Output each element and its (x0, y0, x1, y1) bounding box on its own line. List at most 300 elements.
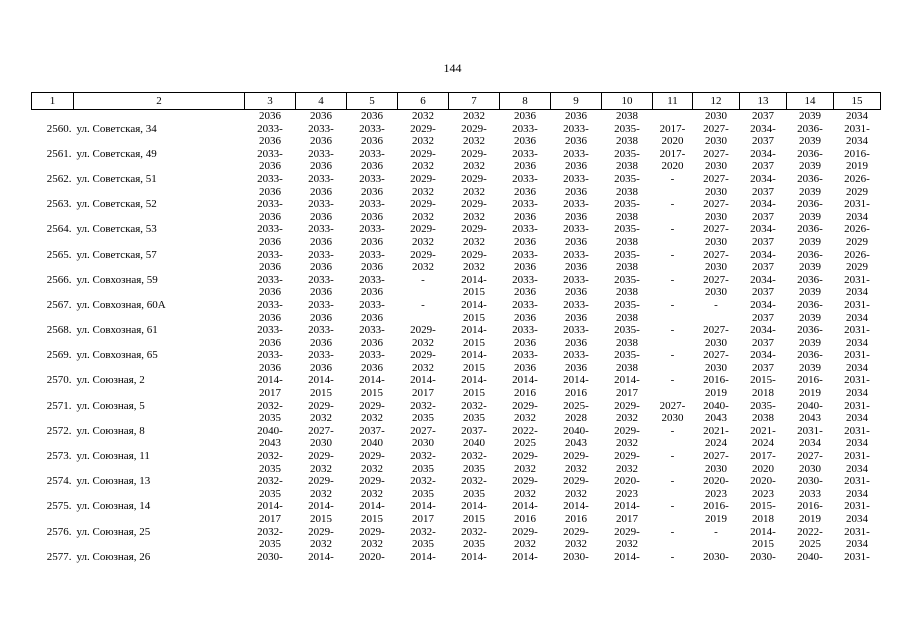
row-number: 2576. (46, 525, 72, 538)
table-cell: 2035 (463, 487, 485, 500)
table-row-continuation (32, 211, 881, 224)
table-row-continuation (32, 412, 881, 425)
table-cell: 2037- (359, 424, 385, 437)
table-row (32, 500, 881, 513)
table-cell: 2032 (310, 462, 332, 475)
table-cell: 2023 (752, 487, 774, 500)
table-cell: 2034 (846, 286, 868, 299)
table-cell: 2032 (463, 185, 485, 198)
table-cell: 2032 (412, 261, 434, 274)
table-cell: 2030 (412, 437, 434, 450)
table-row (32, 299, 881, 312)
table-cell: 2036 (565, 185, 587, 198)
table-cell (32, 412, 74, 425)
table-cell: 2029- (512, 475, 538, 488)
table-cell: 2033- (512, 147, 538, 160)
table-cell: 2034- (750, 122, 776, 135)
table-cell: 2032 (463, 261, 485, 274)
table-cell: 2030 (705, 110, 727, 122)
table-cell: 2034- (750, 223, 776, 236)
table-body (32, 110, 881, 564)
table-cell: 2014- (614, 550, 640, 563)
table-cell: 2017 (412, 513, 434, 525)
table-cell: 2030 (705, 185, 727, 198)
table-cell: 2020 (661, 135, 684, 148)
table-cell: 2034 (846, 462, 868, 475)
table-cell: 2033- (359, 147, 385, 160)
street-address: ул. Союзная, 11 (76, 450, 150, 463)
table-cell: 2036 (310, 185, 332, 198)
table-cell (74, 211, 245, 224)
table-cell: 2037 (752, 235, 774, 248)
street-address: ул. Союзная, 26 (76, 550, 151, 563)
table-cell (74, 337, 245, 350)
table-cell: 2029- (410, 198, 436, 211)
table-cell: 2020 (661, 160, 684, 173)
table-cell: 2035- (750, 399, 776, 412)
table-cell: 2038 (616, 185, 638, 198)
table-cell: 2027- (703, 172, 729, 185)
table-cell (32, 337, 74, 350)
table-cell (74, 286, 245, 299)
table-cell: 2032 (565, 538, 587, 551)
table-cell: 2035 (412, 462, 434, 475)
table-cell (32, 538, 74, 551)
table-row (32, 249, 881, 262)
table-cell: 2030 (705, 261, 727, 274)
table-cell: 2032 (412, 361, 434, 374)
table-cell: 2039 (799, 110, 821, 122)
table-cell: 2040- (703, 399, 729, 412)
table-cell: 2038 (616, 135, 638, 148)
table-cell: 2022- (512, 424, 538, 437)
table-cell: 2032 (463, 135, 485, 148)
row-number: 2575. (46, 500, 72, 513)
table-cell: 2037 (752, 261, 774, 274)
table-cell: 2029- (614, 525, 640, 538)
table-cell (653, 387, 693, 400)
row-number: 2566. (46, 273, 72, 286)
table-cell: 2036 (514, 311, 536, 324)
table-cell: 2016 (514, 513, 536, 525)
table-cell: 2036 (310, 235, 332, 248)
table-cell: 2014- (461, 273, 487, 286)
table-cell: 2029- (461, 198, 487, 211)
table-cell: 2031- (844, 324, 870, 337)
table-cell: 2030- (563, 550, 589, 563)
table-cell: 2016- (703, 374, 729, 387)
table-row (32, 526, 881, 539)
table-row-continuation (32, 513, 881, 526)
table-cell: 2036 (259, 160, 281, 173)
table-cell: 2033- (359, 172, 385, 185)
table-cell: 2036 (514, 361, 536, 374)
table-cell: 2038 (752, 412, 774, 425)
table-cell: 2014- (750, 525, 776, 538)
table-cell: 2039 (799, 160, 821, 173)
table-cell: 2025 (514, 437, 536, 450)
table-cell: 2027- (703, 450, 729, 463)
table-cell: 2033- (512, 122, 538, 135)
table-cell (32, 160, 74, 173)
table-cell: 2032 (616, 412, 638, 425)
table-cell: 2034- (750, 273, 776, 286)
table-cell: 2036 (310, 336, 332, 349)
table-cell: 2029 (846, 235, 868, 248)
table-cell (74, 513, 245, 526)
table-cell: 2026- (844, 223, 870, 236)
table-cell: 2029- (410, 349, 436, 362)
table-cell: 2032- (461, 525, 487, 538)
table-cell: 2031- (844, 198, 870, 211)
table-cell: 2032 (412, 185, 434, 198)
table-cell: - (670, 349, 675, 362)
street-address: ул. Союзная, 14 (76, 500, 151, 513)
header-cell: 10 (602, 93, 653, 110)
table-cell: 2037- (461, 424, 487, 437)
table-cell: 2019 (799, 387, 821, 400)
table-cell: 2032 (616, 437, 638, 450)
table-cell: 2039 (799, 135, 821, 148)
table-cell: 2032 (310, 538, 332, 551)
table-cell: 2032 (361, 462, 383, 475)
table-row (32, 475, 881, 488)
table-cell: 2033- (512, 223, 538, 236)
table-cell: 2033- (257, 298, 283, 311)
table-cell: - (670, 248, 675, 261)
table-cell: 2033- (563, 223, 589, 236)
header-cell: 4 (296, 93, 347, 110)
table-cell (653, 261, 693, 274)
header-cell: 12 (693, 93, 740, 110)
table-cell: 2020- (614, 475, 640, 488)
table-cell: 2029- (461, 147, 487, 160)
table-row-continuation (32, 437, 881, 450)
table-cell: 2033- (308, 298, 334, 311)
table-cell: 2032 (361, 487, 383, 500)
street-address: ул. Советская, 51 (76, 172, 157, 185)
table-cell: 2029 (846, 185, 868, 198)
table-cell: 2033- (563, 172, 589, 185)
table-cell: 2031- (844, 399, 870, 412)
table-cell: 2032 (412, 110, 434, 122)
table-cell: 2039 (799, 185, 821, 198)
table-cell: 2036 (361, 135, 383, 148)
table-cell: 2034- (750, 198, 776, 211)
table-row-continuation (32, 312, 881, 325)
table-cell: 2035 (259, 487, 281, 500)
table-cell: 2036- (797, 324, 823, 337)
table-cell (74, 412, 245, 425)
table-cell: 2035 (412, 487, 434, 500)
table-cell: 2017- (750, 450, 776, 463)
table-cell: 2032 (514, 412, 536, 425)
table-cell: 2033- (512, 273, 538, 286)
table-cell: 2036- (797, 223, 823, 236)
table-cell: 2016 (514, 387, 536, 400)
table-cell: 2032- (410, 399, 436, 412)
table-cell: 2029- (359, 525, 385, 538)
table-cell: - (421, 273, 425, 286)
table-cell: 2036- (797, 273, 823, 286)
table-cell: - (670, 223, 675, 236)
table-cell: 2039 (799, 210, 821, 223)
table-cell: 2033- (359, 298, 385, 311)
table-row (32, 400, 881, 413)
table-cell: 2029 (846, 261, 868, 274)
table-cell: 2033- (359, 273, 385, 286)
table-cell: 2027- (703, 273, 729, 286)
table-cell: 2014- (461, 298, 487, 311)
table-cell (32, 110, 74, 123)
table-cell: 2033- (359, 198, 385, 211)
table-cell: 2036 (565, 261, 587, 274)
table-cell: 2036 (565, 286, 587, 299)
table-cell: 2029- (359, 450, 385, 463)
table-cell: 2035- (614, 324, 640, 337)
table-cell: 2014- (308, 500, 334, 513)
table-cell: - (670, 550, 675, 563)
table-cell: 2025 (799, 538, 821, 551)
table-cell: 2035- (614, 198, 640, 211)
table-row (32, 274, 881, 287)
table-cell: 2037 (752, 110, 774, 122)
table-cell: 2036- (797, 298, 823, 311)
street-address: ул. Совхозная, 59 (76, 273, 158, 286)
table-cell: 2033- (512, 349, 538, 362)
table-cell: 2033- (257, 223, 283, 236)
table-cell: 2014- (512, 374, 538, 387)
continuation-row (32, 110, 881, 123)
table-cell (653, 337, 693, 350)
table-cell: 2031- (844, 550, 870, 563)
table-cell: 2016 (565, 387, 587, 400)
table-cell: - (670, 424, 675, 437)
row-number: 2561. (46, 147, 72, 160)
table-cell: 2032 (463, 235, 485, 248)
table-cell: 2034 (846, 487, 868, 500)
table-row-continuation (32, 236, 881, 249)
table-cell: 2038 (616, 361, 638, 374)
table-cell: 2033- (257, 273, 283, 286)
table-cell: 2036 (565, 235, 587, 248)
table-cell: 2030- (797, 475, 823, 488)
table-cell: 2036 (565, 160, 587, 173)
table-cell: 2033- (359, 223, 385, 236)
table-cell: - (670, 298, 675, 311)
table-cell: 2032- (410, 525, 436, 538)
table-cell: 2016- (703, 500, 729, 513)
row-number: 2567. (46, 298, 72, 311)
table-cell: 2036 (565, 135, 587, 148)
table-cell: - (670, 172, 675, 185)
table-cell: 2043 (705, 412, 727, 425)
table-cell: 2037 (752, 185, 774, 198)
table-cell (32, 211, 74, 224)
table-cell: 2015 (463, 513, 485, 525)
table-row (32, 123, 881, 136)
street-address: ул. Советская, 52 (76, 198, 157, 211)
table-cell (32, 513, 74, 526)
table-row-continuation (32, 362, 881, 375)
table-cell: 2036 (361, 286, 383, 299)
row-number: 2573. (46, 450, 72, 463)
table-cell: 2036 (361, 110, 383, 122)
table-cell: 2031- (797, 424, 823, 437)
table-cell: 2029- (410, 147, 436, 160)
table-cell: 2039 (799, 361, 821, 374)
table-cell: 2029- (410, 324, 436, 337)
table-cell: 2035 (412, 538, 434, 551)
table-cell (74, 437, 245, 450)
table-cell: 2036 (259, 185, 281, 198)
table-cell: 2032- (461, 399, 487, 412)
table-cell: 2022- (797, 525, 823, 538)
table-cell: 2015- (750, 374, 776, 387)
table-cell: 2035- (614, 122, 640, 135)
table-cell (74, 387, 245, 400)
header-cell: 3 (245, 93, 296, 110)
table-cell: 2014- (614, 500, 640, 513)
table-cell: 2027- (410, 424, 436, 437)
table-cell (653, 186, 693, 199)
table-cell: 2031- (844, 298, 870, 311)
table-cell: 2034- (750, 147, 776, 160)
table-cell: 2036 (565, 361, 587, 374)
table-cell: 2036 (361, 185, 383, 198)
table-cell: - (670, 475, 675, 488)
table-cell: 2029- (614, 450, 640, 463)
table-cell: 2033- (563, 273, 589, 286)
table-cell: 2036 (514, 336, 536, 349)
table-cell: 2036 (259, 135, 281, 148)
table-cell: 2032 (463, 110, 485, 122)
table-cell: 2015 (463, 387, 485, 400)
table-cell: 2030 (310, 437, 332, 450)
table-cell: 2030- (703, 550, 729, 563)
table-cell (74, 110, 245, 123)
table-cell: 2040- (257, 424, 283, 437)
table-cell: 2035 (412, 412, 434, 425)
street-address: ул. Советская, 49 (76, 147, 157, 160)
table-cell: 2036 (259, 336, 281, 349)
table-cell: 2034 (799, 437, 821, 450)
table-cell: 2033- (512, 324, 538, 337)
table-cell: 2015 (361, 387, 383, 400)
table-cell: 2033- (563, 324, 589, 337)
table-cell (74, 312, 245, 325)
table-cell: 2032 (616, 462, 638, 475)
table-cell: 2033- (359, 324, 385, 337)
table-cell: 2033- (563, 248, 589, 261)
table-cell: 2027- (703, 248, 729, 261)
table-cell: 2029- (512, 399, 538, 412)
table-cell: 2033- (308, 198, 334, 211)
table-cell: 2029- (308, 475, 334, 488)
table-cell: 2032 (565, 462, 587, 475)
table-cell: 2014- (257, 374, 283, 387)
table-cell (653, 437, 693, 450)
table-cell: 2029- (461, 223, 487, 236)
table-cell: 2040 (361, 437, 383, 450)
table-cell (74, 463, 245, 476)
table-cell: - (670, 450, 675, 463)
table-cell: 2029- (410, 122, 436, 135)
table-row (32, 349, 881, 362)
table-cell (74, 160, 245, 173)
header-cell: 8 (500, 93, 551, 110)
table-cell (653, 286, 693, 299)
table-cell: 2037 (752, 361, 774, 374)
table-cell: 2029- (563, 525, 589, 538)
table-cell: 2033- (512, 248, 538, 261)
table-cell: 2032 (412, 336, 434, 349)
table-cell: 2033- (257, 122, 283, 135)
table-cell (32, 463, 74, 476)
table-cell: 2033- (512, 298, 538, 311)
header-cell: 2 (74, 93, 245, 110)
table-cell (653, 513, 693, 526)
header-cell: 13 (740, 93, 787, 110)
table-cell: 2029- (410, 223, 436, 236)
table-cell: 2015 (361, 513, 383, 525)
table-cell: 2029- (461, 172, 487, 185)
table-cell: 2034- (750, 298, 776, 311)
row-number: 2572. (46, 424, 72, 437)
table-row (32, 551, 881, 564)
table-cell: 2029- (512, 450, 538, 463)
table-cell: 2028 (565, 412, 587, 425)
table-cell: 2020- (703, 475, 729, 488)
table-cell: 2033- (359, 122, 385, 135)
table-row-continuation (32, 160, 881, 173)
table-cell: 2017- (659, 147, 686, 160)
header-cell: 6 (398, 93, 449, 110)
table-cell (32, 387, 74, 400)
table-cell: 2036 (565, 336, 587, 349)
header-cell: 11 (653, 93, 693, 110)
table-row (32, 223, 881, 236)
table-cell: 2036 (259, 286, 281, 299)
table-cell: 2036 (310, 261, 332, 274)
table-cell: 2036 (514, 210, 536, 223)
table-cell: 2014- (563, 500, 589, 513)
table-cell: 2030 (705, 135, 727, 148)
table-cell: 2035- (614, 248, 640, 261)
table-cell: 2033- (257, 198, 283, 211)
table-cell: 2033- (563, 198, 589, 211)
table-cell: - (670, 198, 675, 211)
table-cell: 2033- (308, 349, 334, 362)
table-cell (653, 463, 693, 476)
header-cell: 1 (32, 93, 74, 110)
table-cell: 2032 (514, 462, 536, 475)
table-cell: 2032- (257, 475, 283, 488)
table-cell (32, 236, 74, 249)
table-cell: 2033- (308, 122, 334, 135)
table-cell: 2036- (797, 122, 823, 135)
table-cell: 2027- (703, 147, 729, 160)
street-address: ул. Союзная, 2 (76, 374, 145, 387)
table-cell: 2032 (412, 235, 434, 248)
table-cell: 2039 (799, 261, 821, 274)
table-cell: 2029- (308, 399, 334, 412)
table-row (32, 425, 881, 438)
table-cell: 2024 (752, 437, 774, 450)
table-cell: 2039 (799, 286, 821, 299)
table-cell: 2032- (461, 450, 487, 463)
table-cell: 2015 (463, 361, 485, 374)
